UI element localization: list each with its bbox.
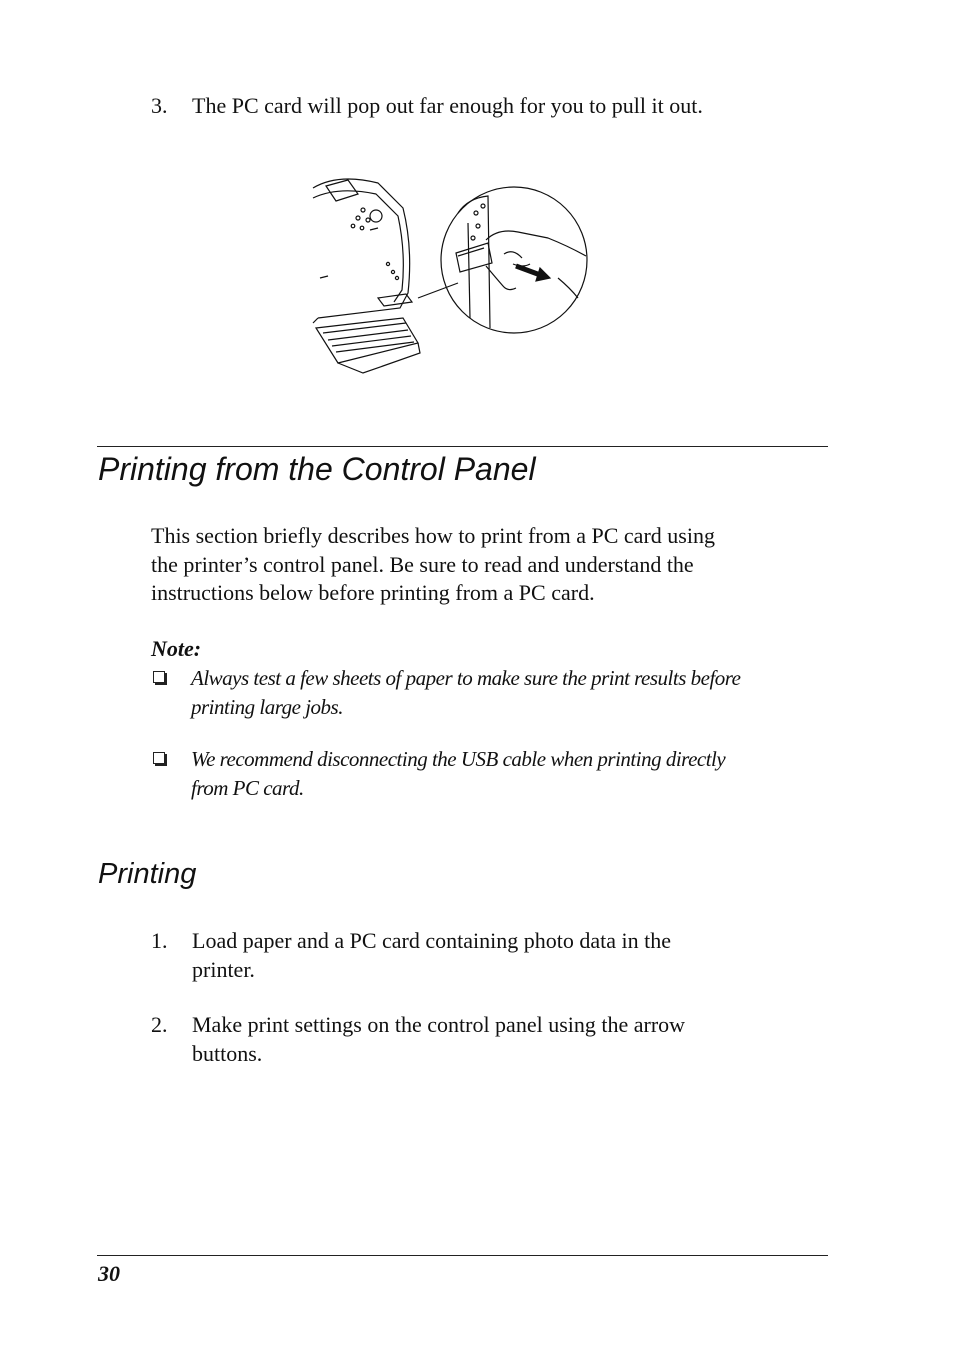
section-divider (97, 446, 828, 447)
step-line: buttons. (192, 1040, 263, 1066)
step-line: Make print settings on the control panel using the arrow (192, 1012, 686, 1037)
step-1 (151, 927, 851, 987)
note-item (191, 664, 851, 721)
page-number: 30 (98, 1261, 120, 1286)
step-number: 1. (151, 928, 168, 953)
note-line: Always test a few sheets of paper to make sure the print results before (191, 666, 741, 690)
checkbox-bullet-icon (153, 752, 165, 764)
printer-card-removal-illustration (308, 168, 593, 378)
section-title: Printing from the Control Panel (98, 451, 536, 487)
footer-divider (97, 1255, 828, 1256)
note-line: printing large jobs. (191, 694, 343, 719)
intro-line: This section briefly describes how to print from a PC card using (151, 523, 715, 548)
intro-line: the printer’s control panel. Be sure to read and understand the (151, 551, 694, 577)
step-text: The PC card will pop out far enough for you to pull it out. (192, 93, 703, 118)
step-2 (151, 1011, 851, 1071)
note-label: Note: (151, 636, 202, 661)
step-line: printer. (192, 956, 255, 982)
section-intro (151, 522, 851, 608)
step-text (192, 1011, 685, 1068)
intro-line: instructions below before printing from a PC card. (151, 580, 595, 605)
step-line: Load paper and a PC card containing photo data in the (192, 928, 671, 953)
checkbox-bullet-icon (153, 671, 165, 683)
step-number: 3. (151, 93, 168, 118)
note-item (191, 745, 851, 802)
step-text (192, 927, 671, 984)
step-number: 2. (151, 1012, 168, 1037)
note-line: from PC card. (191, 775, 304, 800)
note-line: We recommend disconnecting the USB cable when printing directly (191, 747, 726, 771)
subsection-title: Printing (98, 858, 197, 890)
